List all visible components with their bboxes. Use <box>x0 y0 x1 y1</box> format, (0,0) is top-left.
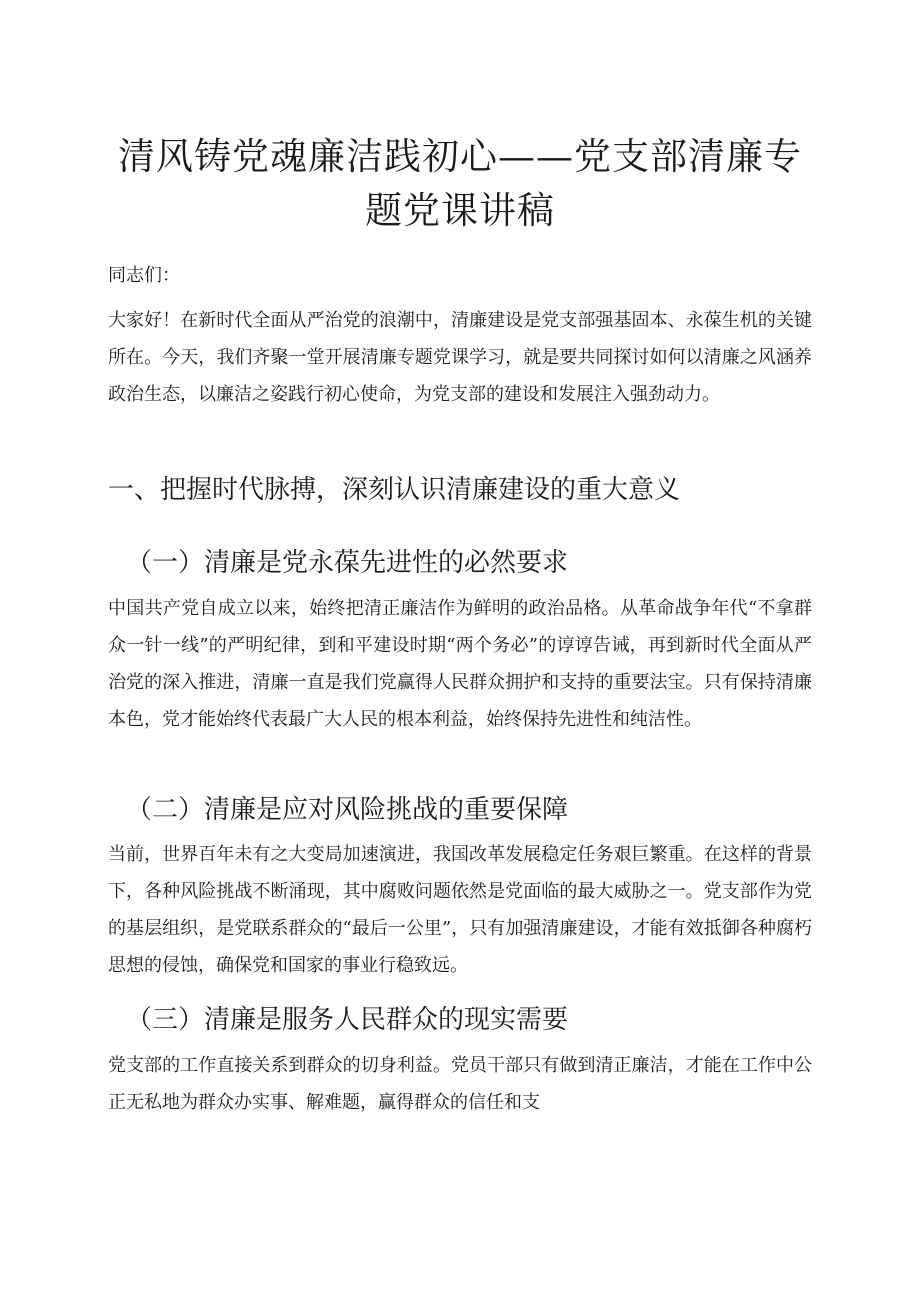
subsection-1-body: 中国共产党自成立以来，始终把清正廉洁作为鲜明的政治品格。从革命战争年代“不拿群众一针一线”的严明纪律，到和平建设时期“两个务必”的谆谆告诫，再到新时代全面从严治党的深入推进，清廉一直是我们党赢得人民群众拥护和支持的重要法宝。只有保持清廉本色，党才能始终代表最广大人民的根本利益，始终保持先进性和纯洁性。 <box>108 598 812 730</box>
subsection-3-heading: （三）清廉是服务人民群众的现实需要 <box>126 1005 569 1035</box>
section-1-heading: 一、把握时代脉搏，深刻认识清廉建设的重大意义 <box>108 475 681 505</box>
intro-paragraph: 大家好！在新时代全面从严治党的浪潮中，清廉建设是党支部强基固本、永葆生机的关键所在。今天，我们齐聚一堂开展清廉专题党课学习，就是要共同探讨如何以清廉之风涵养政治生态，以廉洁之姿践行初心使命，为党支部的建设和发展注入强劲动力。 <box>108 310 812 405</box>
subsection-1-heading: （一）清廉是党永葆先进性的必然要求 <box>126 548 569 578</box>
subsection-2-heading: （二）清廉是应对风险挑战的重要保障 <box>126 795 569 825</box>
salutation: 同志们： <box>108 265 180 286</box>
subsection-3-body: 党支部的工作直接关系到群众的切身利益。党员干部只有做到清正廉洁，才能在工作中公正无私地为群众办实事、解难题，赢得群众的信任和支 <box>108 1055 812 1113</box>
document-title: 清风铸党魂廉洁践初心——党支部清廉专题党课讲稿 <box>118 135 802 232</box>
subsection-2-body: 当前，世界百年未有之大变局加速演进，我国改革发展稳定任务艰巨繁重。在这样的背景下，各种风险挑战不断涌现，其中腐败问题依然是党面临的最大威胁之一。党支部作为党的基层组织，是党联系群众的“最后一公里”，只有加强清廉建设，才能有效抵御各种腐朽思想的侵蚀，确保党和国家的事业行稳致远。 <box>108 844 812 976</box>
